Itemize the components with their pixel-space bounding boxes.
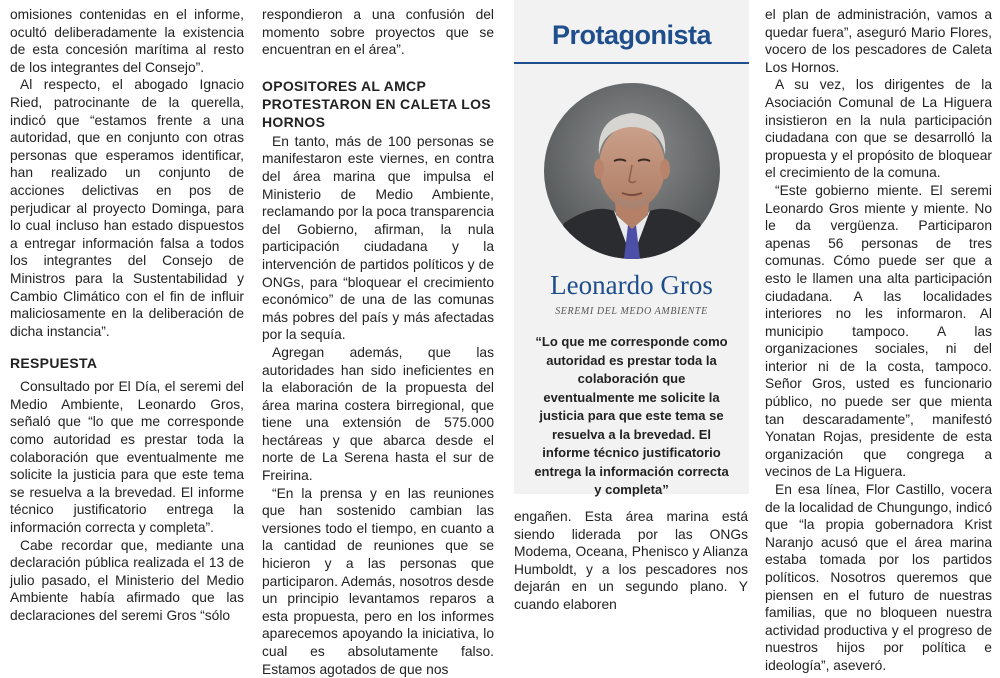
paragraph: Agregan además, que las autoridades han sido ineficientes en la elaboración de la propuesta del área marina costera birregional, que tiene una extensión de 575.000 hectáreas y que abarca desde el norte de La Serena hasta el sur de Freirina. <box>262 344 494 484</box>
article-column-4 <box>765 6 992 675</box>
paragraph: “Este gobierno miente. El seremi Leonardo Gros miente y miente. No le da vergüenza. Participaron apenas 56 personas de tres comunas. Cómo puede ser que a esto le llamen una alta participación ciudadana. A las localidades interiores no les informaron. Al municipio tampoco. A las organizaciones sociales, ni del interior ni de la costa, tampoco. Señor Gros, usted es funcionario público, no puede ser que mienta tan descaradamente”, manifestó Yonatan Rojas, presidente de esta organización que congrega a vecinos de La Higuera. <box>765 182 992 480</box>
section-heading-respuesta: RESPUESTA <box>10 355 98 372</box>
article-column-1 <box>10 6 244 625</box>
article-column-2 <box>262 6 494 678</box>
paragraph: Al respecto, el abogado Ignacio Ried, patrocinante de la querella, indicó que “estamos frente a una autoridad, que en conjunto con otras personas que esperamos identificar, han realizado un conjunto de acciones delictivas en pos de perjudicar al proyecto Dominga, para lo cual incluso han estado dispuestos a entregar información falsa a todos los integrantes del Consejo de Ministros para la Sustentabilidad y Cambio Climático con el fin de influir maliciosamente en la deliberación de dicha instancia”. <box>10 77 244 339</box>
box-title: Protagonista <box>551 20 712 50</box>
protagonist-quote: “Lo que me corresponde como autoridad es prestar toda la colaboración que eventualmente me solicite la justicia para que este tema se resuelva a la brevedad. El informe técnico justificatorio entrega la información correcta y completa” <box>534 334 729 497</box>
box-divider <box>514 62 749 64</box>
paragraph: “En la prensa y en las reuniones que han sostenido cambian las versiones todo el tiempo, en cuanto a la cantidad de reuniones que se hicieron y a las personas que participaron. Además, nosotros desde un principio levantamos reparos a esta propuesta, pero en los informes aparecemos apoyando la iniciativa, lo cual es absolutamente falso. Estamos agotados de que nos <box>262 485 494 677</box>
protagonist-name: Leonardo Gros <box>550 270 713 300</box>
protagonist-role: SEREMI DEL MEDO AMBIENTE <box>555 306 708 317</box>
paragraph: respondieron a una confusión del momento sobre proyectos que se encuentran en el área”. <box>262 7 494 58</box>
article-column-3 <box>514 508 748 614</box>
paragraph: Consultado por El Día, el seremi del Medio Ambiente, Leonardo Gros, señaló que “lo que me corresponde como autoridad es prestar toda la colaboración que eventualmente me solicite la justicia para que este tema se resuelva a la brevedad. El informe técnico justificatorio entrega la información correcta y completa”. <box>10 379 244 536</box>
paragraph: Cabe recordar que, mediante una declaración pública realizada el 13 de julio pasado, el Ministerio del Medio Ambiente había afirmado que las declaraciones del seremi Gros “sólo <box>10 537 244 623</box>
paragraph: En tanto, más de 100 personas se manifestaron este viernes, en contra del área marina que impulsa el Ministerio de Medio Ambiente, reclamando por la poca transparencia del Gobierno, afirman, la nula participación ciudadana y la intervención de partidos políticos y de ONGs, para “bloquear el crecimiento económico” de una de las comunas más pobres del país y más afectadas por la sequía. <box>262 133 494 343</box>
portrait-illustration <box>544 83 720 259</box>
paragraph: omisiones contenidas en el informe, ocultó deliberadamente la existencia de esta concesión marítima al resto de los integrantes del Consejo”. <box>10 7 244 75</box>
paragraph: En esa línea, Flor Castillo, vocera de la localidad de Chungungo, indicó que “la propia gobernadora Krist Naranjo acusó que el área marina estaba tomada por los partidos políticos. Nosotros queremos que piensen en el futuro de nuestras familias, que no bloqueen nuestra actividad productiva y el progreso de nuestros hijos por política e ideología”, aseveró. <box>765 482 992 673</box>
protagonist-box <box>514 0 749 497</box>
portrait-photo <box>544 83 720 259</box>
section-heading-opositores: OPOSITORES AL AMCP PROTESTARON EN CALETA LOS HORNOS <box>262 77 491 130</box>
paragraph: A su vez, los dirigentes de la Asociación Comunal de La Higuera insistieron en la nula participación ciudadana con que se desarrolló la propuesta y el propósito de bloquear el crecimiento de la comuna. <box>765 77 992 181</box>
paragraph: el plan de administración, vamos a quedar fuera”, aseguró Mario Flores, vocero de los pescadores de Caleta Los Hornos. <box>765 7 992 75</box>
paragraph: engañen. Esta área marina está siendo liderada por las ONGs Modema, Oceana, Phenisco y Alianza Humboldt, y a los pescadores nos dejarán en un segundo plano. Y cuando elaboren <box>514 509 748 612</box>
